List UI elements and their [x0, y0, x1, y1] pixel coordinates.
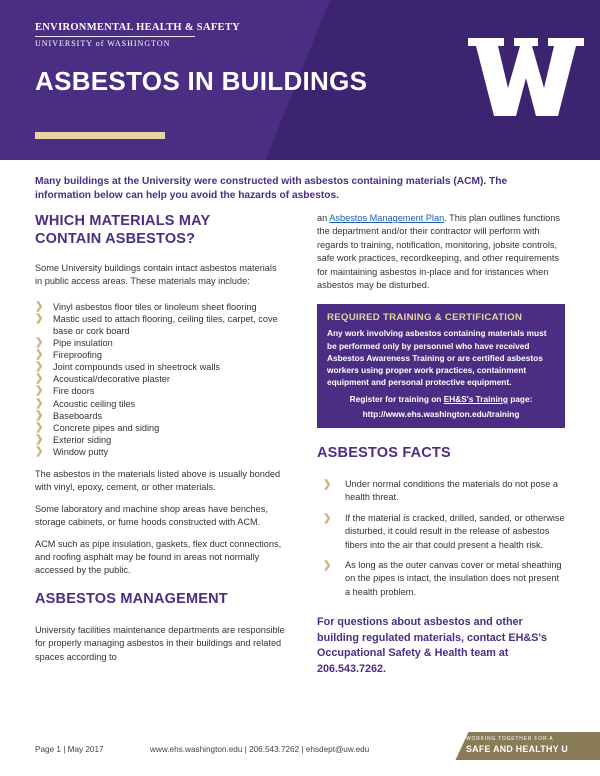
uw-w-logo: [468, 38, 584, 116]
materials-para-1: The asbestos in the materials listed above is usually bonded with vinyl, epoxy, cement, or other materials.: [35, 469, 281, 493]
materials-heading: [35, 212, 285, 248]
list-item: ❯ Vinyl asbestos floor tiles or linoleum sheet flooring: [35, 300, 257, 312]
chevron-right-icon: ❯: [35, 397, 44, 409]
org-name: ENVIRONMENTAL HEALTH & SAFETY: [35, 22, 241, 33]
chevron-right-icon: ❯: [35, 409, 44, 421]
chevron-right-icon: ❯: [35, 421, 44, 433]
training-box: [317, 304, 565, 427]
list-item: ❯ As long as the outer canvas cover or metal sheathing on the pipes is intact, the insulation does not present a health problem.: [323, 559, 562, 597]
list-item: ❯ Baseboards: [35, 409, 103, 421]
training-title: REQUIRED TRAINING & CERTIFICATION: [327, 312, 523, 324]
chevron-right-icon: ❯: [35, 433, 44, 445]
list-item: ❯ Fire doors: [35, 385, 95, 397]
chevron-right-icon: ❯: [35, 373, 44, 385]
training-register: Register for training on EH&S's Training page:: [349, 393, 533, 404]
university-name: UNIVERSITY of WASHINGTON: [35, 39, 171, 48]
materials-para-3: ACM such as pipe insulation, gaskets, flex duct connections, and roofing asphalt may be found in areas not normally accessed by the public.: [35, 538, 282, 576]
management-heading: ASBESTOS MANAGEMENT: [35, 590, 228, 607]
list-item: ❯ If the material is cracked, drilled, sanded, or otherwise disturbed, it could result in the release of asbestos fibers into the air that could present a health risk.: [323, 512, 565, 550]
right-column: [317, 212, 565, 677]
management-para: University facilities maintenance departments are responsible for properly managing asbestos in their buildings and related spaces according to: [35, 624, 285, 662]
list-item: ❯ Fireproofing: [35, 349, 103, 361]
footer-page: Page 1 | May 2017: [35, 745, 104, 754]
facts-heading: ASBESTOS FACTS: [317, 444, 451, 461]
list-item: ❯ Joint compounds used in sheetrock walls: [35, 361, 220, 373]
chevron-right-icon: ❯: [35, 445, 44, 457]
badge-line-1: WORKING TOGETHER FOR A: [466, 736, 554, 742]
training-url[interactable]: http://www.ehs.washington.edu/training: [362, 408, 520, 419]
chevron-right-icon: ❯: [323, 512, 332, 524]
training-body: Any work involving asbestos containing materials must be performed only by personnel who have received Asbestos Awareness Training or are certified asbestos workers using proper work practices, containment equipment and personal protective equipment.: [327, 328, 547, 387]
brand-rule: [35, 36, 195, 37]
badge-line-2: SAFE AND HEALTHY U: [466, 744, 569, 754]
safety-badge: [450, 732, 600, 760]
list-item: ❯ Exterior siding: [35, 433, 112, 445]
materials-lead: Some University buildings contain intact asbestos materials in public access areas. These materials may include:: [35, 263, 277, 287]
chevron-right-icon: ❯: [35, 337, 44, 349]
chevron-right-icon: ❯: [323, 478, 332, 490]
chevron-right-icon: ❯: [323, 559, 332, 571]
chevron-right-icon: ❯: [35, 312, 44, 324]
list-item: ❯ Concrete pipes and siding: [35, 421, 160, 433]
materials-list: [35, 301, 285, 458]
chevron-right-icon: ❯: [35, 385, 44, 397]
list-item: ❯ Pipe insulation: [35, 337, 113, 349]
materials-heading-line2: CONTAIN ASBESTOS?: [35, 231, 196, 247]
chevron-right-icon: ❯: [35, 361, 44, 373]
list-item: ❯ Acoustic ceiling tiles: [35, 397, 136, 409]
brand-block: [35, 22, 240, 48]
footer-info: www.ehs.washington.edu | 206.543.7262 | ehsdept@uw.edu: [150, 745, 370, 754]
list-item: ❯ Mastic used to attach flooring, ceiling tiles, carpet, cove base or cork board: [35, 312, 278, 336]
left-column: [35, 212, 285, 664]
facts-list: [317, 478, 565, 599]
header-banner: [0, 0, 600, 160]
management-continued: an Asbestos Management Plan. This plan outlines functions the department and/or their contractor will perform with regards to training, notification, monitoring, jobsite controls, safe work practices, recordkeeping, and other requirements for maintaining asbestos in-place and for instances when asbestos may be disturbed.: [317, 213, 560, 291]
list-item: ❯ Window putty: [35, 445, 109, 457]
contact-text: For questions about asbestos and other building regulated materials, contact EH&S's Occupational Safety & Health team at 206.543.7262.: [317, 616, 547, 675]
intro-text: Many buildings at the University were constructed with asbestos containing materials (ACM). The information below can help you avoid the hazards of asbestos.: [35, 176, 508, 201]
asbestos-management-plan-link[interactable]: Asbestos Management Plan: [329, 213, 445, 223]
list-item: ❯ Acoustical/decorative plaster: [35, 373, 170, 385]
materials-heading-line1: WHICH MATERIALS MAY: [35, 213, 211, 229]
list-item: ❯ Under normal conditions the materials do not pose a health threat.: [323, 478, 558, 503]
page-title: ASBESTOS IN BUILDINGS: [35, 66, 368, 96]
chevron-right-icon: ❯: [35, 300, 44, 312]
training-page-link[interactable]: EH&S's Training: [443, 393, 508, 404]
materials-para-2: Some laboratory and machine shop areas have benches, storage cabinets, or fume hoods constructed with ACM.: [35, 503, 268, 528]
gold-accent-bar: [35, 132, 165, 139]
chevron-right-icon: ❯: [35, 349, 44, 361]
